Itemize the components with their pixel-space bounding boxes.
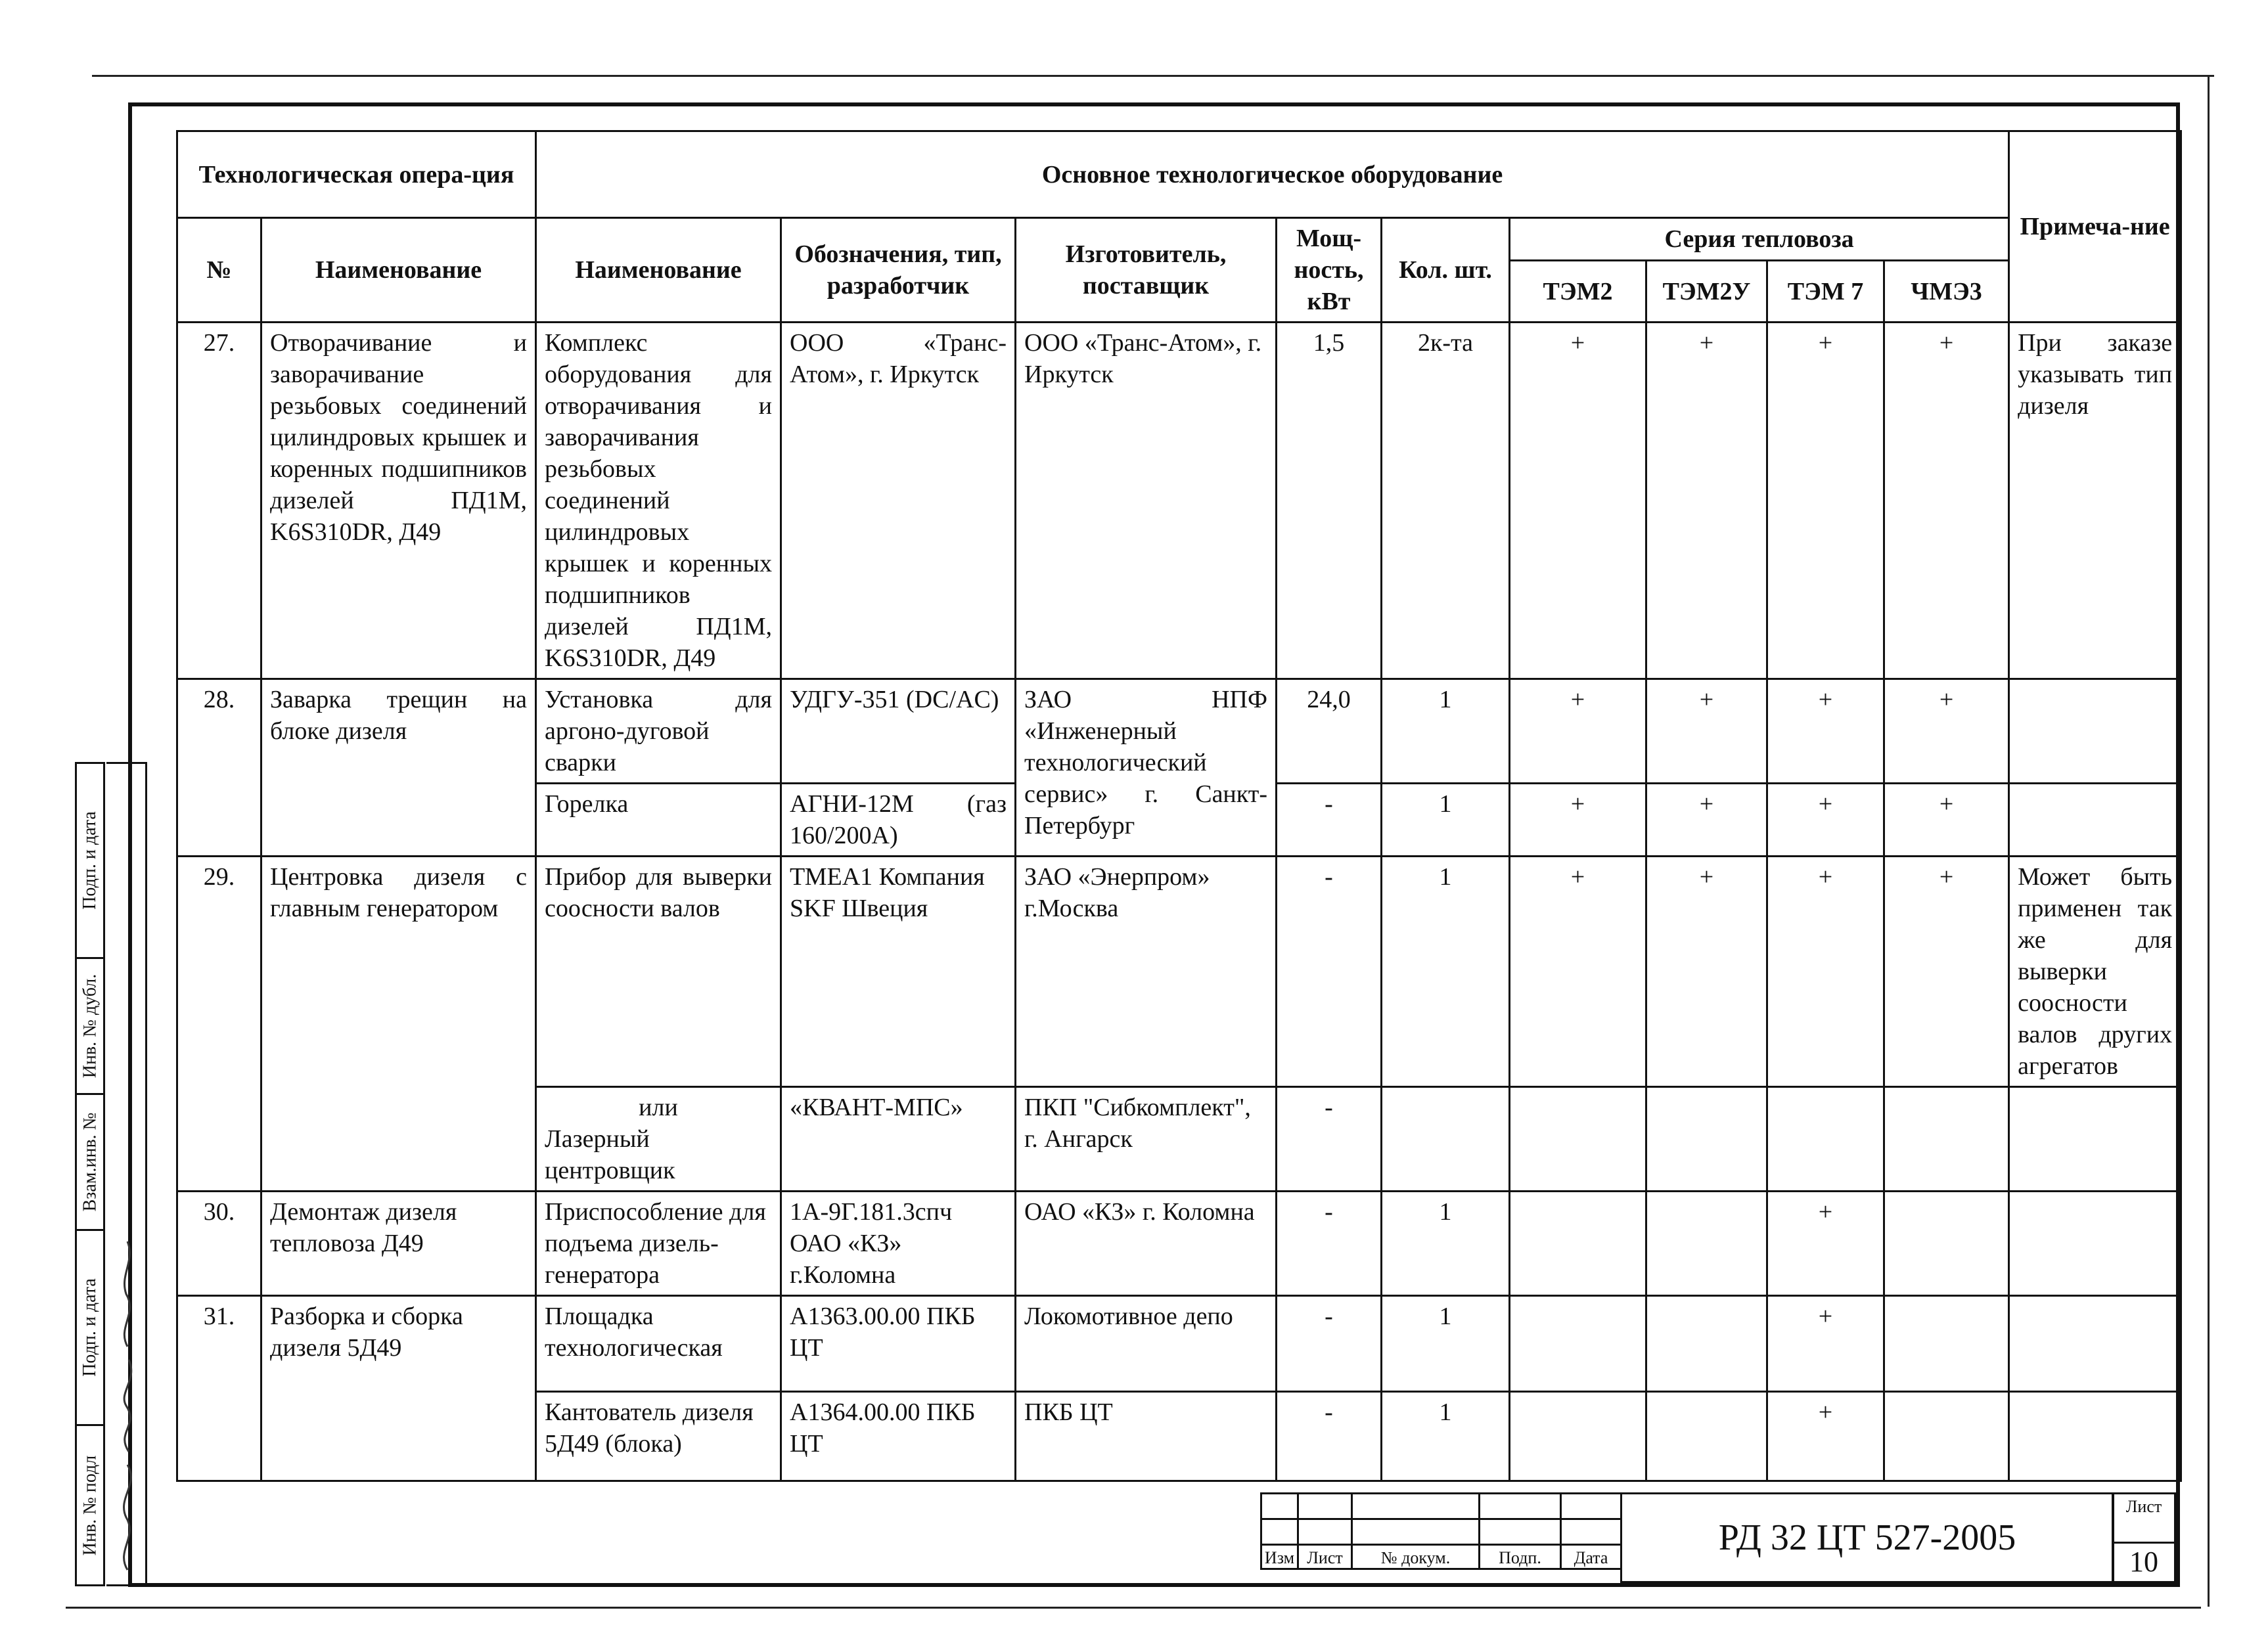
series-chme3 — [1884, 1296, 2009, 1392]
quantity: 1 — [1382, 679, 1510, 784]
maker: ЗАО НПФ «Инженерный технологический сервис» г. Санкт-Петербург — [1016, 679, 1277, 857]
series-tem7: + — [1767, 679, 1884, 784]
row-number: 27. — [177, 323, 261, 679]
table-row — [177, 1192, 2181, 1296]
sheet-box — [2112, 1492, 2176, 1583]
series-chme3: + — [1884, 679, 2009, 784]
stamp-label: Подп. и дата — [79, 811, 100, 910]
equipment-table — [176, 130, 2182, 1482]
label-data: Дата — [1561, 1545, 1622, 1569]
designation: АГНИ-12М (газ 160/200А) — [781, 784, 1016, 857]
operation-name: Заварка трещин на блоке дизеля — [261, 679, 536, 857]
note — [2009, 1392, 2181, 1481]
quantity: 1 — [1382, 1296, 1510, 1392]
table-row — [177, 679, 2181, 784]
series-chme3 — [1884, 1192, 2009, 1296]
designation: А1364.00.00 ПКБ ЦТ — [781, 1392, 1016, 1481]
header-maker: Изготовитель, поставщик — [1016, 218, 1277, 323]
power: 24,0 — [1277, 679, 1382, 784]
designation: А1363.00.00 ПКБ ЦТ — [781, 1296, 1016, 1392]
equipment-name — [536, 1087, 781, 1192]
series-chme3: + — [1884, 857, 2009, 1087]
header-eq-name: Наименование — [536, 218, 781, 323]
maker: ОАО «КЗ» г. Коломна — [1016, 1192, 1277, 1296]
operation-name: Отворачивание и заворачивание резьбовых соединений цилиндровых крышек и коренных подшипников дизелей ПД1М, K6S310DR, Д49 — [261, 323, 536, 679]
title-block — [1260, 1492, 2180, 1587]
sheet-number: 10 — [2114, 1542, 2174, 1578]
power: - — [1277, 1392, 1382, 1481]
series-tem2u — [1646, 1192, 1767, 1296]
stamp-sign-date-2 — [75, 1229, 105, 1426]
stamp-sign-date — [75, 762, 105, 959]
series-tem7: + — [1767, 857, 1884, 1087]
handwritten-signature — [109, 1235, 146, 1576]
label-list: Лист — [1298, 1545, 1352, 1569]
note: При заказе указывать тип дизеля — [2009, 323, 2181, 679]
quantity: 1 — [1382, 857, 1510, 1087]
series-tem7: + — [1767, 1392, 1884, 1481]
maker: Локомотивное депо — [1016, 1296, 1277, 1392]
header-series-chme3: ЧМЭ3 — [1884, 261, 2009, 323]
header-series-tem7: ТЭМ 7 — [1767, 261, 1884, 323]
header-series: Серия тепловоза — [1510, 218, 2009, 261]
label-doc: № докум. — [1352, 1545, 1480, 1569]
series-tem2 — [1510, 1392, 1646, 1481]
label-izm: Изм — [1261, 1545, 1298, 1569]
row-number: 28. — [177, 679, 261, 857]
series-chme3: + — [1884, 323, 2009, 679]
series-tem7: + — [1767, 784, 1884, 857]
stamp-replace-inv — [75, 1093, 105, 1231]
note — [2009, 1296, 2181, 1392]
stamp-label: Подп. и дата — [79, 1278, 100, 1377]
operation-name: Разборка и сборка дизеля 5Д49 — [261, 1296, 536, 1481]
stamp-label: Инв. № дубл. — [79, 973, 101, 1079]
or-label: или — [639, 1094, 678, 1121]
series-tem2: + — [1510, 857, 1646, 1087]
series-tem2 — [1510, 1192, 1646, 1296]
stamp-label: Взам.инв. № — [79, 1112, 101, 1212]
series-tem2: + — [1510, 323, 1646, 679]
series-tem2u — [1646, 1296, 1767, 1392]
series-tem2: + — [1510, 784, 1646, 857]
designation: 1А-9Г.181.3спч ОАО «КЗ» г.Коломна — [781, 1192, 1016, 1296]
designation: ТМЕА1 Компания SKF Швеция — [781, 857, 1016, 1087]
series-tem2 — [1510, 1087, 1646, 1192]
power: 1,5 — [1277, 323, 1382, 679]
maker: ЗАО «Энерпром» г.Москва — [1016, 857, 1277, 1087]
header-power: Мощ-ность, кВт — [1277, 218, 1382, 323]
note — [2009, 784, 2181, 857]
designation: «КВАНТ-МПС» — [781, 1087, 1016, 1192]
series-tem2u: + — [1646, 857, 1767, 1087]
quantity: 1 — [1382, 1192, 1510, 1296]
header-tech-op: Технологическая опера-ция — [177, 131, 536, 218]
note — [2009, 679, 2181, 784]
series-tem2u: + — [1646, 323, 1767, 679]
header-no: № — [177, 218, 261, 323]
operation-name: Демонтаж дизеля тепловоза Д49 — [261, 1192, 536, 1296]
header-op-name: Наименование — [261, 218, 536, 323]
table-row — [177, 323, 2181, 679]
equipment-name: Кантователь дизеля 5Д49 (блока) — [536, 1392, 781, 1481]
header-equipment: Основное технологическое оборудование — [536, 131, 2009, 218]
label-podp: Подп. — [1480, 1545, 1561, 1569]
series-tem2 — [1510, 1296, 1646, 1392]
row-number: 29. — [177, 857, 261, 1192]
equipment-name-alt: Лазерный центровщик — [545, 1125, 675, 1184]
series-tem7: + — [1767, 323, 1884, 679]
designation: ООО «Транс-Атом», г. Иркутск — [781, 323, 1016, 679]
series-tem2u — [1646, 1087, 1767, 1192]
power: - — [1277, 1087, 1382, 1192]
quantity — [1382, 1087, 1510, 1192]
header-note: Примеча-ние — [2009, 131, 2181, 323]
stamp-inv-dup — [75, 957, 105, 1095]
document-number: РД 32 ЦТ 527-2005 — [1620, 1492, 2114, 1583]
binding-stamp — [75, 762, 105, 1586]
series-chme3: + — [1884, 784, 2009, 857]
header-series-tem2: ТЭМ2 — [1510, 261, 1646, 323]
series-chme3 — [1884, 1392, 2009, 1481]
designation: УДГУ-351 (DC/AC) — [781, 679, 1016, 784]
series-chme3 — [1884, 1087, 2009, 1192]
maker: ООО «Транс-Атом», г. Иркутск — [1016, 323, 1277, 679]
series-tem2: + — [1510, 679, 1646, 784]
series-tem2u: + — [1646, 679, 1767, 784]
header-qty: Кол. шт. — [1382, 218, 1510, 323]
quantity: 2к-та — [1382, 323, 1510, 679]
series-tem7 — [1767, 1087, 1884, 1192]
table-row — [177, 1296, 2181, 1392]
operation-name: Центровка дизеля с главным генератором — [261, 857, 536, 1192]
stamp-label: Инв. № подл — [79, 1455, 101, 1555]
sheet-label: Лист — [2125, 1497, 2162, 1516]
series-tem7: + — [1767, 1296, 1884, 1392]
note: Может быть применен так же для выверки соосности валов других агрегатов — [2009, 857, 2181, 1087]
series-tem2u: + — [1646, 784, 1767, 857]
power: - — [1277, 1192, 1382, 1296]
equipment-name: Приспособление для подъема дизель-генератора — [536, 1192, 781, 1296]
row-number: 31. — [177, 1296, 261, 1481]
header-designation: Обозначения, тип, разработчик — [781, 218, 1016, 323]
series-tem2u — [1646, 1392, 1767, 1481]
row-number: 30. — [177, 1192, 261, 1296]
header-series-tem2u: ТЭМ2У — [1646, 261, 1767, 323]
power: - — [1277, 857, 1382, 1087]
quantity: 1 — [1382, 1392, 1510, 1481]
equipment-name: Горелка — [536, 784, 781, 857]
equipment-name: Прибор для выверки соосности валов — [536, 857, 781, 1087]
scan-edge-bottom — [66, 1607, 2201, 1609]
table-row — [177, 857, 2181, 1087]
equipment-name: Установка для аргоно-дуговой сварки — [536, 679, 781, 784]
note — [2009, 1087, 2181, 1192]
equipment-name: Комплекс оборудования для отворачивания и заворачивания резьбовых соединений цилиндровых крышек и коренных подшипников дизелей ПД1М, K6S310DR, Д49 — [536, 323, 781, 679]
maker: ПКБ ЦТ — [1016, 1392, 1277, 1481]
scan-edge-top — [92, 75, 2214, 77]
maker: ПКП "Сибкомплект", г. Ангарск — [1016, 1087, 1277, 1192]
power: - — [1277, 784, 1382, 857]
power: - — [1277, 1296, 1382, 1392]
quantity: 1 — [1382, 784, 1510, 857]
scan-edge-right — [2208, 76, 2210, 1607]
equipment-name: Площадка технологическая — [536, 1296, 781, 1392]
stamp-inv-orig — [75, 1424, 105, 1586]
revision-grid — [1260, 1492, 1622, 1570]
note — [2009, 1192, 2181, 1296]
series-tem7: + — [1767, 1192, 1884, 1296]
